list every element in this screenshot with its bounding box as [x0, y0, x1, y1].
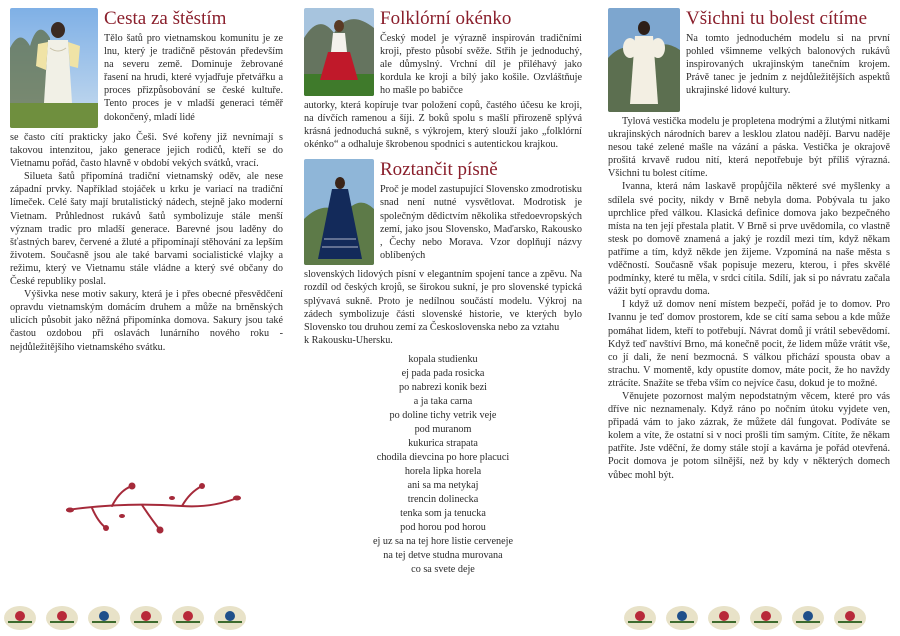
paragraph-4: I když už domov není místem bezpečí, pořád je to domov. Pro Ivannu je teď domov prostorem, kde se cítí sama sebou a kde může pomáhat lidem, kteří to potřebují. Návrat domů jí vrátil sebevědomí. Když teď navštíví Brno, má konečně pocit, že lidem může vrátit vše, co jí dali, že není bezmocná. S válkou přichází spousta obav a strachu. V momentě, kdy opustíte domov, máte pocit, že ho navždy ztrácíte. Snažíte se třeba vším co nejvíce času, dokud je to možné. [608, 299, 890, 389]
poem-line: po doline tichy vetrik veje [389, 409, 497, 421]
poem-line: chodila dievcina po hore placuci [376, 451, 510, 463]
column-czech-slovak [304, 8, 582, 577]
paragraph-2: Tylová vestička modelu je propletena modrými a žlutými nitkami ukrajinských národních barev a lesklou zlatou nadějí. Barvu naděje nesou také zelené mašle na vázání a páska. Vestička je okrajově prošitá krvavě rudou nití, která nepotřebuje být příliš výrazná. Všichni tu bolest cítíme. [608, 116, 890, 180]
paragraph-1-continued: se často cítí prakticky jako Češi. Své kořeny již nevnímají s takovou intenzitou, jako generace jejich rodičů, kteří se do Vietnamu pořád, často hlavně v období vekých svátků, vrací. [10, 132, 283, 170]
section-2-continued: slovenských lidových písní v elegantním spojení tance a zpěvu. Na rozdíl od českých krojů, se širokou sukní, je pro slovenské typická splývavá sukně. Proto je nedílnou součástí modelu. Výkroj na zádech symbolizuje části slovenské historie, ve kterých bylo Slovensko tou druhou zemí za Československa nebo za vztahu [304, 269, 582, 333]
poem-line: kukurica strapata [408, 437, 478, 449]
section-1-intro: Český model je výrazně inspirován tradičními kroji, přesto působí svěže. Střih je jednoduchý, ale důmyslný. Vrchní díl je přiléhavý jako kordula ke kroji a bílý jako košile. Ozvláštňuje ho mašle po babičce [380, 33, 582, 97]
poem-line: na tej detve studna murovana [383, 549, 503, 561]
column-vietnam [10, 8, 283, 354]
poem-line: ej pada pada rosicka [401, 367, 485, 379]
poem-line: horela lipka horela [404, 465, 482, 477]
paragraph-3: Ivanna, která nám laskavě propůjčila některé své myšlenky a sdílela své pocity, nikdy v Brně nebyla doma. Pobývala tu jako uprchlice před válkou. Klasická definice domova jako bezpečného místa na ten její přestala platit. V Brně si prve uvědomila, co vlastně stesk po domově znamená a jaký je rozdíl mezi tím, když někam patříme a tím, když někde jen žijeme. Vzpomíná na naše města s vděčností. Současně však popisuje mezeru, kterou, i přes skvělé podmínky, které tu měla, v srdci cítila. Sdílí, jak si po návratu začala vážit bytí opravdu doma. [608, 181, 890, 298]
paragraph-3: Výšivka nese motiv sakury, která je i přes obecné přesvědčení opravdu vietnamským domácím druhem a může na brněnských ulicích působit jako něžná připomínka domova. Sakury jsou také častou ozdobou při oslavách lunárního nového roku - nejdůležitějšího vietnamského svátku. [10, 289, 283, 353]
photo-ukraine-model [608, 8, 680, 112]
song-titles-poem [304, 353, 582, 577]
poem-line: ani sa ma netykaj [407, 479, 479, 491]
section-2-intro: Proč je model zastupující Slovensko zmodrotisku snad není nutné vysvětlovat. Modrotisk je společným dědictvím několika středoevropských zemí, jako jsou Slovensko, Maďarsko, Rakousko , Čechy nebo Morava. Vzor doplňují názvy oblíbených [380, 184, 582, 261]
heading-vsichni: Všichni tu bolest cítíme [686, 8, 868, 29]
poem-line: po nabrezi konik bezi [399, 381, 487, 393]
paragraph-5: Věnujete pozornost malým nepodstatným věcem, které pro vás dříve nic neznamenaly. Když ráno po nočním útoku vyjdete ven, připadá vám to jako zázrak, že můžete dál fungovat. Podíváte se kolem a víte, že ostatní si v noci prošli tím samým. Cítíte, že někam patříte. Jste vděční, že domy stále stojí a kavárna je pořád otevřená. Pocit domova je potom silnější, než by kdy v některých domech vůbec mohl být. [608, 390, 890, 481]
poem-line: co sa svete deje [411, 563, 475, 575]
photo-slovak-model [304, 159, 374, 265]
poem-line: tenka som ja tenucka [400, 507, 486, 519]
paragraph-1-intro: Tělo šatů pro vietnamskou komunitu je ze lnu, který je tradičně pěstován především na severu země. Dominuje žebrované řasení na hrudi, které vyjadřuje přetvářku a proces přizpůsobování se české kultuře. Tento proces je v mladší generaci téměř dokončený, mladí lidé [104, 33, 283, 123]
poem-line: trencin dolinecka [407, 493, 479, 505]
column-ukraine [608, 8, 890, 482]
folk-embroidery-border-right [620, 596, 892, 634]
paragraph-1-intro: Na tomto jednoduchém modelu si na první pohled všimneme velkých balonových rukávů inspirovaných ukrajinským tanečním krojem. Právě tanec je jedním z nejdůležitějších aspektů ukrajinské lidové kultury. [686, 33, 890, 97]
section-2-last-line: k Rakousku-Uhersku. [304, 334, 393, 346]
section-1-continued: autorky, která kopíruje tvar položení copů, častého účesu ke kroji, na dívčích ramenou a šíji. Z boků spolu s mašlí přirozeně splývá krásná jednoduchá sukně, s výkrojem, který slouží jako „folklórní okénko“ a odhaluje škrobenou spodnici s autentickou krajkou. [304, 100, 582, 151]
heading-folklorni: Folklórní okénko [380, 8, 512, 29]
photo-czech-model [304, 8, 374, 96]
poem-line: kopala studienku [408, 353, 478, 365]
poem-line: ej uz sa na tej hore listie cerveneje [372, 535, 513, 547]
poem-line: pod horou pod horou [400, 521, 486, 533]
heading-roztancit: Roztančit písně [380, 159, 498, 181]
sakura-branch-ornament [62, 480, 242, 540]
heading-cesta: Cesta za štěstím [104, 8, 227, 29]
photo-vietnam-model [10, 8, 98, 128]
paragraph-2: Silueta šatů připomíná tradiční vietnamský oděv, ale nese západní prvky. Například stojáček u krku je variací na tradiční límeček. Celé šaty mají brutalistický nádech, stejně jako moderní Vietnam. Průhlednost rukávů šatů symbolizuje stále menší význam tradic pro mladší generace. Barevné jsou laděny do šťastných barev, červené a žluté a připomínají stěhování za lepším životem. Současně jsou ale také barvami socialistické vlajky a režimu, který ve Vietnamu stále vládne a který své občany do České republiky poslal. [10, 171, 283, 288]
folk-embroidery-border-left [0, 596, 272, 634]
poem-line: pod muranom [414, 423, 472, 435]
poem-line: a ja taka carna [413, 395, 473, 407]
